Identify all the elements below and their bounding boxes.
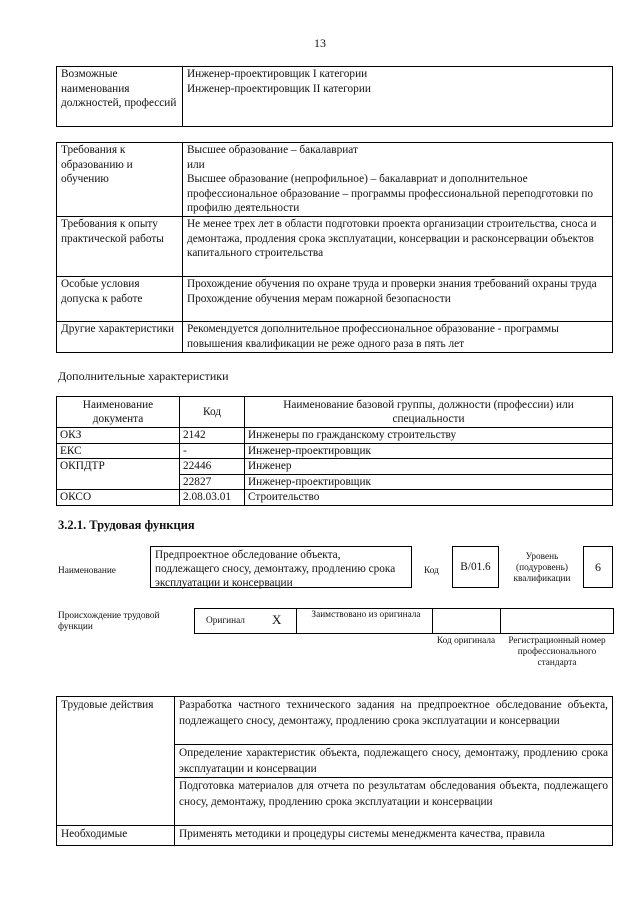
- requirements-value: [183, 217, 613, 277]
- skill-item: Применять методики и процедуры системы менеджмента качества, правила: [175, 826, 613, 846]
- additional-characteristics-title: Дополнительные характеристики: [58, 369, 229, 383]
- function-code-value: B/01.6: [452, 546, 499, 588]
- action-item: Разработка частного технического задания на предпроектное обследование объекта, подлежащего сносу, демонтажу, продлению срока эксплуатации и консервации: [175, 697, 613, 745]
- header-code: Код: [180, 397, 245, 428]
- origin-divider: [500, 608, 501, 634]
- section-title: 3.2.1. Трудовая функция: [58, 518, 195, 532]
- requirements-label: Особые условия допуска к работе: [57, 277, 183, 322]
- header-document: Наименование документа: [57, 397, 180, 428]
- cell-code: -: [180, 443, 245, 459]
- cell-code: 22827: [180, 474, 245, 490]
- requirements-line: Высшее образование (непрофильное) – бакалавриат и дополнительное профессиональное образование – программы профессиональной переподготовки по профилю деятельности: [187, 173, 594, 214]
- qualification-level-value: 6: [583, 546, 613, 588]
- requirements-value: [183, 277, 613, 322]
- header-name: Наименование базовой группы, должности (профессии) или специальности: [245, 397, 613, 428]
- requirements-line: Прохождение обучения по охране труда и проверки знания требований охраны труда: [187, 278, 597, 290]
- function-name-label: Наименование: [58, 566, 116, 576]
- origin-reg-caption: Регистрационный номер профессионального стандарта: [508, 636, 606, 668]
- cell-name: Инженер-проектировщик: [245, 474, 613, 490]
- position-line: Инженер-проектировщик I категории: [187, 68, 368, 80]
- requirements-line: Рекомендуется дополнительное профессиональное образование - программы повышения квалификации не реже одного раза в пять лет: [187, 323, 559, 350]
- requirements-line: Прохождение обучения мерам пожарной безопасности: [187, 292, 451, 305]
- requirements-value: [183, 143, 613, 217]
- positions-table: [56, 66, 613, 127]
- origin-code-caption: Код оригинала: [436, 636, 496, 646]
- origin-mark: X: [272, 612, 282, 627]
- page-number: 13: [314, 36, 326, 50]
- origin-label: Происхождение трудовой функции: [58, 611, 160, 632]
- positions-label: Возможные наименования должностей, профессий: [57, 67, 183, 127]
- cell-doc: ОКПДТР: [57, 459, 180, 490]
- origin-divider: [432, 608, 433, 634]
- cell-code: 2.08.03.01: [180, 490, 245, 506]
- requirements-value: [183, 322, 613, 353]
- function-code-label: Код: [424, 566, 439, 576]
- skills-label: Необходимые: [57, 826, 175, 846]
- qualification-level-label: Уровень (подуровень) квалификации: [513, 552, 571, 584]
- action-item: Подготовка материалов для отчета по результатам обследования объекта, подлежащего сносу, демонтажу, продлению срока эксплуатации и консервации: [175, 778, 613, 826]
- positions-values: [183, 67, 613, 127]
- requirements-label: Требования к образованию и обучению: [57, 143, 183, 217]
- function-name-value: Предпроектное обследование объекта, подлежащего сносу, демонтажу, продлению срока эксплуатации и консервации: [150, 546, 412, 588]
- requirements-line: Не менее трех лет в области подготовки проекта организации строительства, сноса и демонтажа, продления срока эксплуатации, консервации и расконсервации объектов капитального строительства: [187, 218, 597, 259]
- requirements-table: [56, 142, 613, 353]
- classifiers-table: [56, 396, 613, 506]
- cell-code: 2142: [180, 428, 245, 444]
- action-item: Определение характеристик объекта, подлежащего сносу, демонтажу, продлению срока эксплуатации и консервации: [175, 745, 613, 778]
- origin-divider: [296, 608, 297, 634]
- requirements-label: Требования к опыту практической работы: [57, 217, 183, 277]
- cell-doc: ОКЗ: [57, 428, 180, 444]
- actions-label: Трудовые действия: [57, 697, 175, 826]
- requirements-label: Другие характеристики: [57, 322, 183, 353]
- cell-name: Строительство: [245, 490, 613, 506]
- origin-original: Оригинал: [206, 616, 245, 626]
- actions-table: [56, 696, 613, 846]
- cell-code: 22446: [180, 459, 245, 475]
- cell-name: Инженер-проектировщик: [245, 443, 613, 459]
- cell-doc: ЕКС: [57, 443, 180, 459]
- cell-name: Инженер: [245, 459, 613, 475]
- requirements-line: Высшее образование – бакалавриат: [187, 144, 358, 156]
- position-line: Инженер-проектировщик II категории: [187, 82, 371, 95]
- cell-name: Инженеры по гражданскому строительству: [245, 428, 613, 444]
- cell-doc: ОКСО: [57, 490, 180, 506]
- requirements-line: или: [187, 158, 205, 171]
- origin-borrowed: Заимствовано из оригинала: [311, 610, 421, 620]
